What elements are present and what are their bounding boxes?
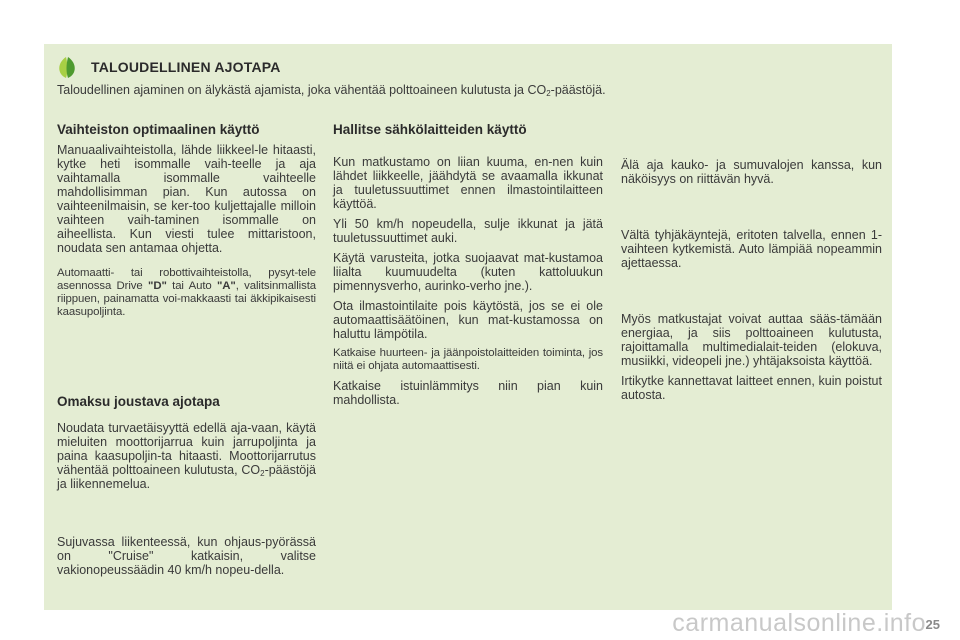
paragraph-lights: Älä aja kauko- ja sumuvalojen kanssa, kun näköisyys on riittävän hyvä. [621,158,882,186]
paragraph-portable-devices: Irtikytke kannettavat laitteet ennen, kuin poistut autosta. [621,374,882,402]
page-number: 25 [925,617,940,632]
section-heading-driving-style: Omaksu joustava ajotapa [57,394,220,409]
watermark: carmanualsonline.info [672,609,926,637]
leaf-icon [56,56,78,80]
paragraph-automatic-gearbox: Automaatti- tai robottivaihteistolla, pysyt-tele asennossa Drive "D" tai Auto "A", valitsinmallista riippuen, painamatta voi-makkaasti tai äkkipikaisesti kaasupoljinta. [57,267,316,318]
paragraph-manual-gearbox: Manuaalivaihteistolla, lähde liikkeel-le hitaasti, kytke heti isommalle vaih-teelle ja aja vaihtamalla isommalle vaihteelle mahdollisimman pian. Kun autossa on vaihteenilmaisin, se ker-too kuljettajalle milloin vaihteen vaih-taminen isommalle on aiheellista. Kun viesti tulee mittaristoon, noudata sen antamaa ohjetta. [57,143,316,255]
column-gearbox [57,122,316,325]
paragraph-cruise-control: Sujuvassa liikenteessä, kun ohjaus-pyörässä on "Cruise" katkaisin, valitse vakionopeussäädin 40 km/h nopeu-della. [57,535,316,577]
paragraph-idling: Vältä tyhjäkäyntejä, eritoten talvella, ennen 1-vaihteen kytkemistä. Auto lämpiää nopeammin ajettaessa. [621,228,882,270]
section-heading-gearbox: Vaihteiston optimaalinen käyttö [57,122,260,137]
paragraph-air-conditioning: Ota ilmastointilaite pois käytöstä, jos se ei ole automaattisäätöinen, kun mat-kustamossa on haluttu lämpötila. [333,299,603,341]
column-tips [621,158,882,408]
paragraph-sun-protection: Käytä varusteita, jotka suojaavat mat-kustamoa liialta kuumuudelta (kuten kattoluukun pimennysverho, aurinko-verho jne.). [333,251,603,293]
paragraph-defrost: Katkaise huurteen- ja jäänpoistolaitteiden toiminta, jos niitä ei ohjata automaattisesti. [333,347,603,372]
page-title: TALOUDELLINEN AJOTAPA [91,59,281,75]
column-electrical [333,122,603,413]
paragraph-cabin-heat: Kun matkustamo on liian kuuma, en-nen kuin lähdet liikkeelle, jäähdytä se avaamalla ikkunat ja tuuletussuuttimet ennen ilmastointilaitteen käyttöä. [333,155,603,211]
column-driving-style [57,394,316,583]
paragraph-passengers: Myös matkustajat voivat auttaa sääs-tämään energiaa, ja siis polttoaineen kulutusta, rajoittamalla multimedialait-teiden (elokuva, musiikki, videopeli jne.) yhtäjaksoista käyttöä. [621,312,882,368]
paragraph-safe-distance: Noudata turvaetäisyyttä edellä aja-vaan, käytä mieluiten moottorijarrua kuin jarrupoljinta ja paina kaasupoljin-ta hitaasti. Moottorijarrutus vähentää polttoaineen kulutusta, $CO_2$-päästöjä ja liikennemelua. [57,421,316,491]
paragraph-seat-heating: Katkaise istuinlämmitys niin pian kuin mahdollista. [333,379,603,407]
section-heading-electrical: Hallitse sähkölaitteiden käyttö [333,122,527,137]
paragraph-windows: Yli 50 km/h nopeudella, sulje ikkunat ja jätä tuuletussuuttimet auki. [333,217,603,245]
intro-text: Taloudellinen ajaminen on älykästä ajamista, joka vähentää polttoaineen kulutusta ja $CO_2$-päästöjä. [57,83,606,98]
